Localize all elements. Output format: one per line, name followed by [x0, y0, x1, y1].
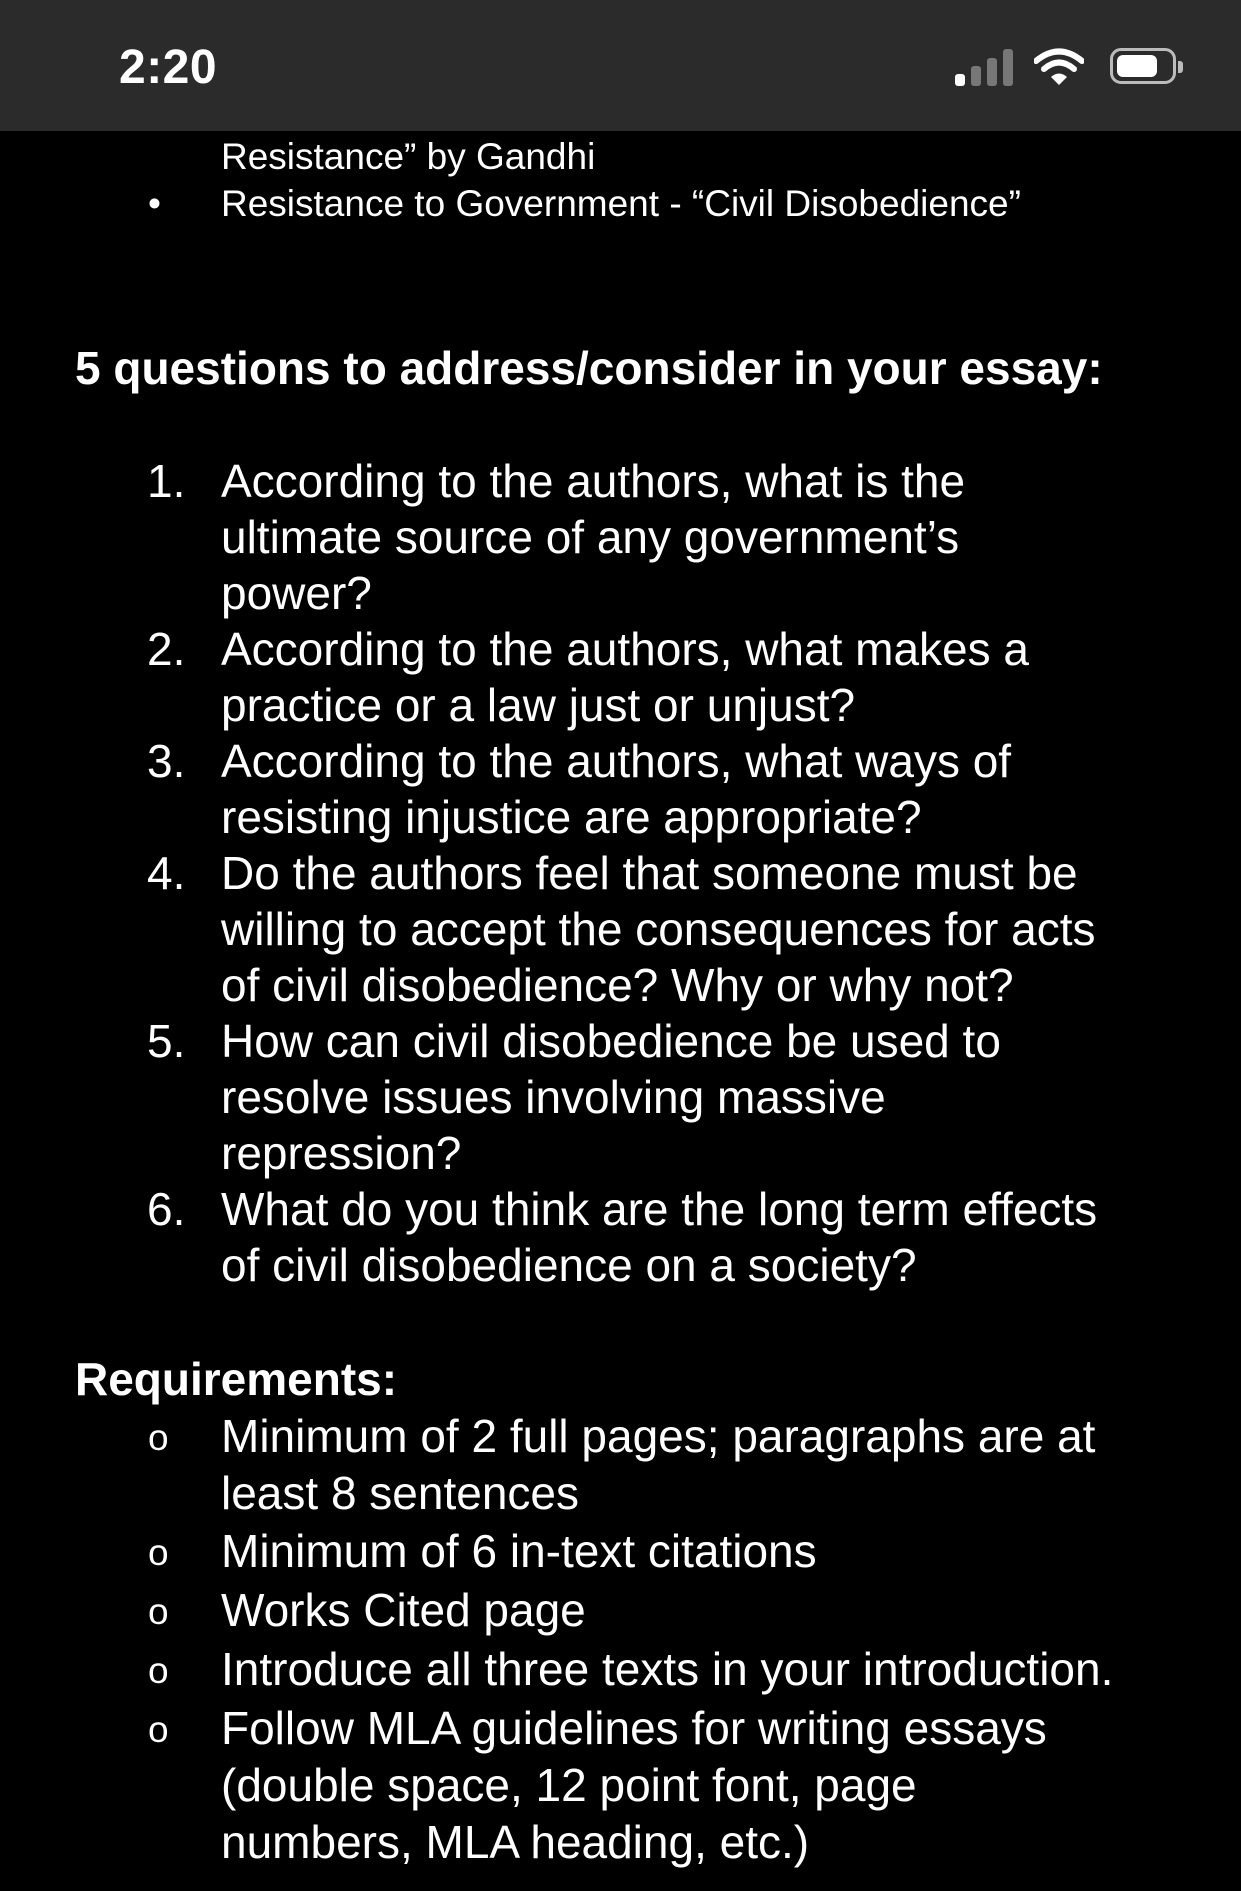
question-text-line: ultimate source of any government’s	[221, 511, 960, 563]
question-text-line: resisting injustice are appropriate?	[221, 791, 922, 843]
battery-icon	[1110, 48, 1176, 84]
question-text-line: willing to accept the consequences for acts	[221, 903, 1096, 955]
question-number: 3.	[147, 735, 186, 787]
question-text-line: What do you think are the long term effects	[221, 1183, 1098, 1235]
question-text-line: Do the authors feel that someone must be	[221, 847, 1078, 899]
question-number: 1.	[147, 455, 186, 507]
question-text-line: of civil disobedience? Why or why not?	[221, 959, 1014, 1011]
bullet-marker: o	[148, 1709, 169, 1750]
requirement-text-line: least 8 sentences	[221, 1467, 580, 1519]
question-number: 2.	[147, 623, 186, 675]
question-text-line: resolve issues involving massive	[221, 1071, 886, 1123]
requirement-text-line: Introduce all three texts in your introduction.	[221, 1643, 1114, 1695]
bullet-marker: o	[148, 1591, 169, 1632]
question-text-line: According to the authors, what ways of	[221, 735, 1012, 787]
status-bar	[0, 0, 1241, 131]
requirement-text-line: Follow MLA guidelines for writing essays	[221, 1702, 1047, 1754]
requirement-text-line: numbers, MLA heading, etc.)	[221, 1816, 810, 1868]
list-item-continuation: Resistance” by Gandhi	[221, 136, 596, 177]
question-number: 6.	[147, 1183, 186, 1235]
requirement-text-line: (double space, 12 point font, page	[221, 1759, 917, 1811]
requirement-text-line: Minimum of 6 in-text citations	[221, 1525, 817, 1577]
list-item-text: Resistance to Government - “Civil Disobedience”	[221, 183, 1021, 224]
bullet-marker: o	[148, 1650, 169, 1691]
question-number: 5.	[147, 1015, 186, 1067]
question-text-line: practice or a law just or unjust?	[221, 679, 856, 731]
question-text-line: of civil disobedience on a society?	[221, 1239, 917, 1291]
question-text-line: According to the authors, what is the	[221, 455, 966, 507]
questions-heading: 5 questions to address/consider in your essay:	[75, 342, 1103, 394]
status-time: 2:20	[119, 41, 218, 94]
question-text-line: According to the authors, what makes a	[221, 623, 1029, 675]
wifi-icon	[1034, 48, 1084, 86]
bullet-marker: o	[148, 1417, 169, 1458]
cellular-signal-icon	[955, 48, 1013, 86]
requirement-text-line: Minimum of 2 full pages; paragraphs are at	[221, 1410, 1096, 1462]
requirements-heading: Requirements:	[75, 1353, 398, 1405]
requirement-text-line: Works Cited page	[221, 1584, 586, 1636]
question-text-line: repression?	[221, 1127, 462, 1179]
question-number: 4.	[147, 847, 186, 899]
question-text-line: How can civil disobedience be used to	[221, 1015, 1001, 1067]
question-text-line: power?	[221, 567, 372, 619]
bullet-marker: o	[148, 1532, 169, 1573]
bullet-marker: •	[148, 183, 161, 224]
